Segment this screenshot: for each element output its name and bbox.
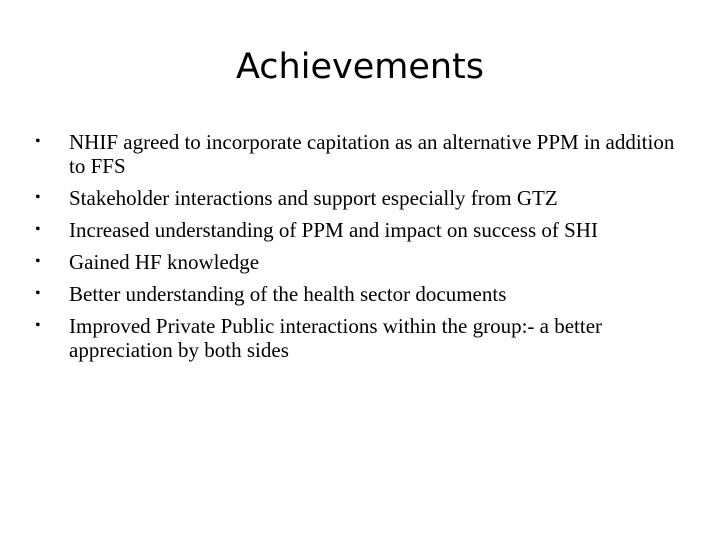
bullet-text: NHIF agreed to incorporate capitation as an alternative PPM in addition to FFS: [69, 130, 675, 178]
bullet-item: [35, 186, 695, 210]
bullet-item: [35, 314, 695, 362]
bullet-icon: •: [35, 221, 41, 238]
bullet-icon: •: [35, 317, 41, 334]
bullet-text: Improved Private Public interactions within the group:- a better appreciation by both sides: [69, 314, 603, 362]
bullet-text: Increased understanding of PPM and impact on success of SHI: [69, 218, 598, 242]
bullet-text: Better understanding of the health sector documents: [69, 282, 507, 306]
slide-title: Achievements: [235, 47, 485, 87]
bullet-text: Stakeholder interactions and support especially from GTZ: [69, 186, 558, 210]
bullet-item: [35, 282, 695, 306]
bullet-icon: •: [35, 189, 41, 206]
bullet-item: [35, 130, 695, 178]
bullet-item: [35, 218, 695, 242]
bullet-icon: •: [35, 133, 41, 150]
bullet-item: [35, 250, 695, 274]
bullet-text: Gained HF knowledge: [69, 250, 260, 274]
bullet-list: [35, 130, 695, 370]
bullet-icon: •: [35, 285, 41, 302]
bullet-icon: •: [35, 253, 41, 270]
